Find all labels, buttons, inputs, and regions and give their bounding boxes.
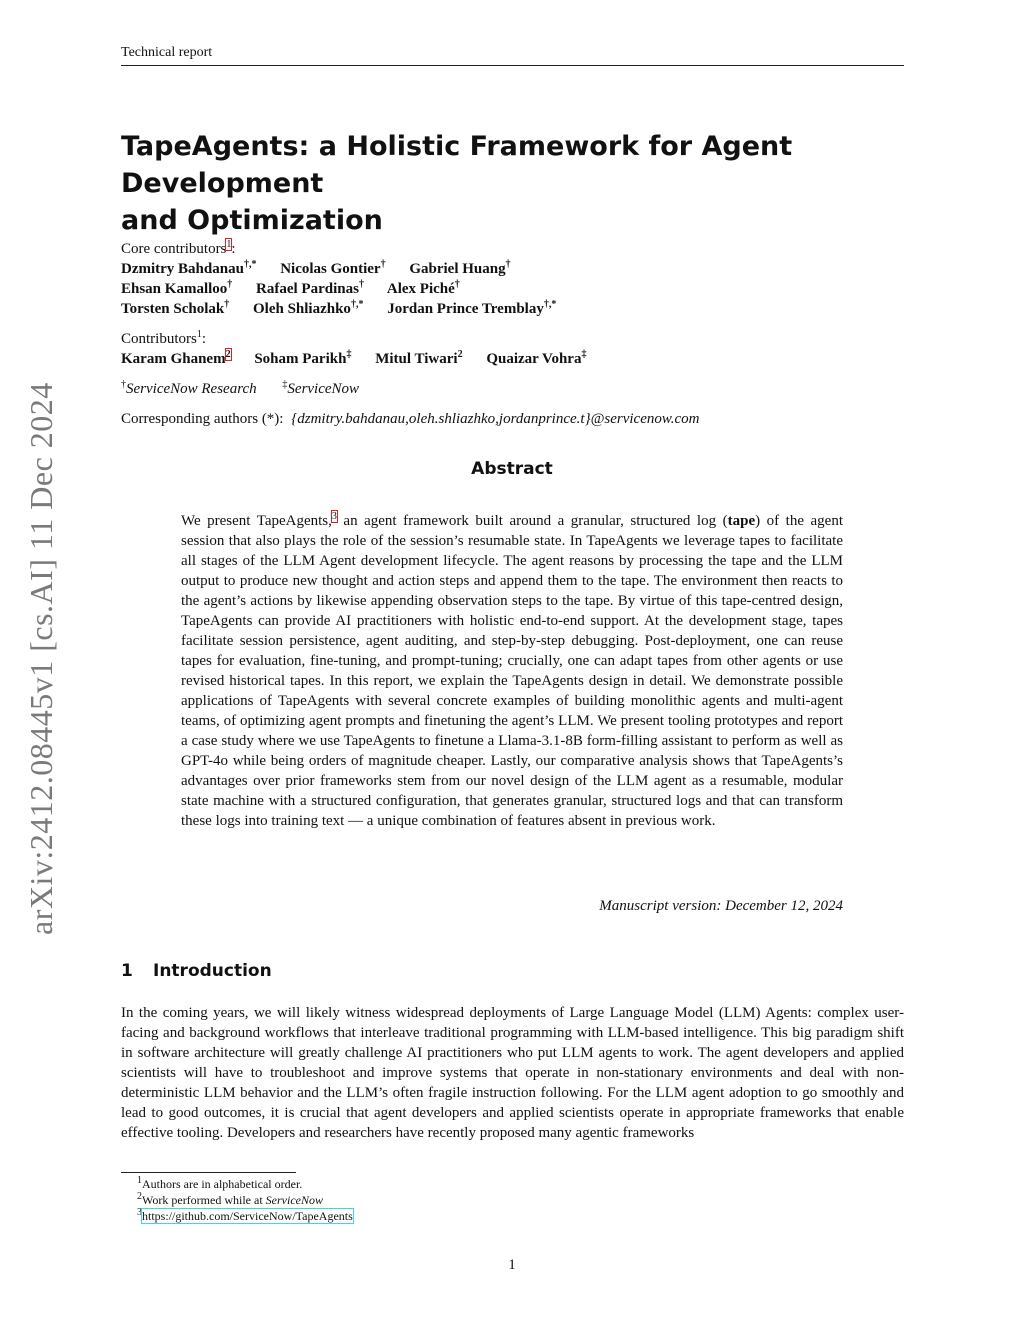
author-name: Ehsan Kamalloo† xyxy=(121,279,233,297)
author-name: Gabriel Huang† xyxy=(409,259,511,277)
contributors-row xyxy=(121,349,606,369)
introduction-paragraph: In the coming years, we will likely witness widespread deployments of Large Language Model (LLM) Agents: complex user-facing and background workflows that interleave traditional programming with LLM-based intelligence. This big paradigm shift in software architecture will greatly challenge AI practitioners who put LLM agents to work. The agent developers and applied scientists will have to troubleshoot and improve systems that operate in non-stationary environments and deal with non-deterministic LLM behavior and the LLM’s often fragile instruction following. For the LLM agent adoption to go smoothly and lead to good outcomes, it is crucial that agent developers and applied scientists operate in appropriate frameworks that enable effective tooling. Developers and researchers have recently proposed many agentic frameworks xyxy=(121,1005,904,1141)
footnote-rule xyxy=(121,1172,296,1173)
author-name: Soham Parikh‡ xyxy=(254,349,352,367)
author-name: Nicolas Gontier† xyxy=(280,259,386,277)
footnotes xyxy=(137,1176,353,1224)
footnote-3: $^3$https://github.com/ServiceNow/TapeAgents xyxy=(137,1207,353,1223)
section-heading-introduction: 1 Introduction xyxy=(121,961,272,981)
page-number: 1 xyxy=(508,1257,516,1273)
corresponding-emails[interactable]: {dzmitry.bahdanau,oleh.shliazhko,jordanprince.t}@servicenow.com xyxy=(291,411,700,427)
title-line-2: and Optimization xyxy=(121,205,383,236)
author-name: Rafael Pardinas† xyxy=(256,279,364,297)
author-name: Quaizar Vohra‡ xyxy=(486,349,587,367)
header-rule xyxy=(121,65,904,66)
corresponding-authors: Corresponding authors (*): {dzmitry.bahdanau,oleh.shliazhko,jordanprince.t}@servicenow.com xyxy=(121,411,700,427)
author-name: Dzmitry Bahdanau†,* xyxy=(121,259,257,277)
core-contributors-label: Core contributors$^1$: xyxy=(121,239,236,257)
footnote-2: $^2$Work performed while at ServiceNow xyxy=(137,1191,323,1207)
footnote-ref-2[interactable]: 2 xyxy=(225,349,231,360)
contributors-label: Contributors$^1$: xyxy=(121,329,207,347)
affiliations: †ServiceNow Research ‡ServiceNow xyxy=(121,379,360,397)
core-authors-row-3 xyxy=(121,299,576,319)
core-authors-row-2 xyxy=(121,279,480,299)
author-name: Alex Piché† xyxy=(386,279,460,297)
abstract-heading: Abstract xyxy=(471,459,553,479)
arxiv-identifier-stamp: arXiv:2412.08445v1 [cs.AI] 11 Dec 2024 xyxy=(23,382,59,935)
github-link[interactable]: https://github.com/ServiceNow/TapeAgents xyxy=(142,1209,353,1223)
author-name: Mitul Tiwari$^2$ xyxy=(375,349,463,367)
running-header: Technical report xyxy=(121,45,213,60)
author-name: Karam Ghanem$^2$ xyxy=(121,349,231,367)
author-name: Torsten Scholak† xyxy=(121,299,230,317)
author-name: Jordan Prince Tremblay†,* xyxy=(387,299,557,317)
footnote-ref-3[interactable]: 3 xyxy=(331,511,337,522)
abstract-body: We present TapeAgents,$^3$ an agent framework built around a granular, structured log (tape) of the agent session that also plays the role of the session’s resumable state. In TapeAgents we leverage tapes to facilitate all stages of the LLM Agent development lifecycle. The agent reasons by processing the tape and the LLM output to produce new thought and action steps and append them to the tape. The environment then reacts to the agent’s actions by likewise appending observation steps to the tape. By virtue of this tape-centred design, TapeAgents can provide AI practitioners with holistic end-to-end support. At the development stage, tapes facilitate session persistence, agent auditing, and step-by-step debugging. Post-deployment, one can reuse tapes for evaluation, fine-tuning, and prompt-tuning; crucially, one can adapt tapes from other agents or use revised historical tapes. In this report, we explain the TapeAgents design in detail. We demonstrate possible applications of TapeAgents with several concrete examples of building monolithic agents and multi-agent teams, of optimizing agent prompts and finetuning the agent’s LLM. We present tooling prototypes and report a case study where we use TapeAgents to finetune a Llama-3.1-8B form-filling assistant to perform as well as GPT-4o while being orders of magnitude cheaper. Lastly, our comparative analysis shows that TapeAgents’s advantages over prior frameworks stem from our novel design of the LLM agent as a resumable, modular state machine with a structured configuration, that generates granular, structured logs and that can transform these logs into training text — a unique combination of features absent in previous work. xyxy=(181,511,843,829)
footnote-ref-1[interactable]: 1 xyxy=(226,239,232,250)
title-line-1: TapeAgents: a Holistic Framework for Agent Development xyxy=(121,131,793,199)
paper-title xyxy=(121,128,904,239)
core-authors-row-1 xyxy=(121,259,531,279)
manuscript-version: Manuscript version: December 12, 2024 xyxy=(599,898,843,914)
footnote-1: $^1$Authors are in alphabetical order. xyxy=(137,1175,303,1191)
author-name: Oleh Shliazhko†,* xyxy=(252,299,364,317)
